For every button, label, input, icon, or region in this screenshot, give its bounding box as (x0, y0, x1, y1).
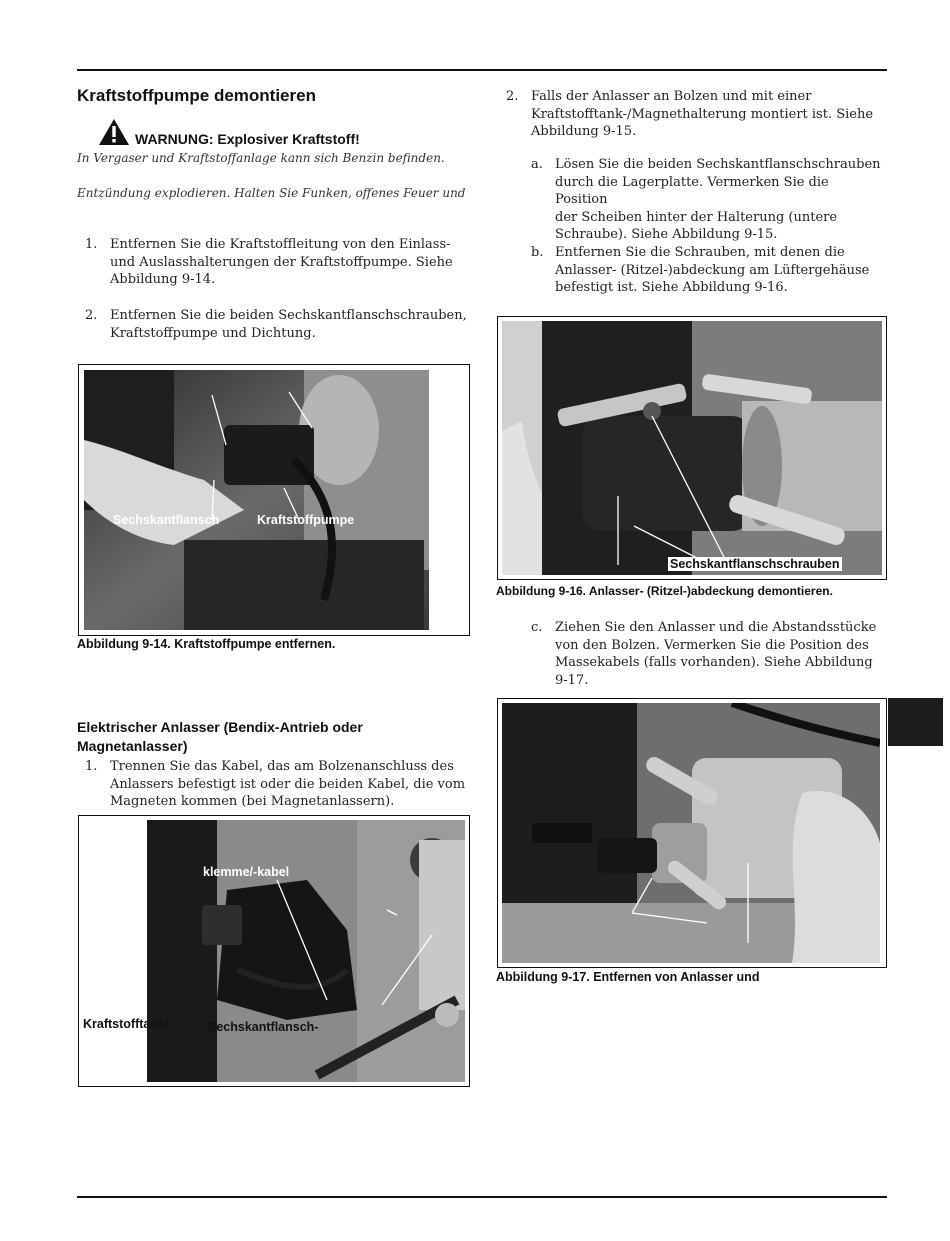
warning-text-line2: Entzündung explodieren. Halten Sie Funken, offenes Feuer und (77, 186, 466, 200)
substep-letter: c. (531, 620, 543, 635)
step-line: Falls der Anlasser an Bolzen und mit einer (531, 89, 812, 104)
starter-cover-photo (502, 321, 882, 575)
section-title (77, 718, 363, 756)
fuel-pump-photo (84, 370, 429, 630)
step-line: Kraftstofftank-/Magnethalterung montiert ist. Siehe (531, 106, 874, 122)
figure-caption: Abbildung 9-17. Entfernen von Anlasser und (496, 970, 760, 984)
step-line: Entfernen Sie die beiden Sechskantflanschschrauben, (110, 308, 467, 323)
step-line: Lösen Sie die beiden Sechskantflanschschrauben (555, 157, 881, 172)
step-line: Trennen Sie das Kabel, das am Bolzenanschluss des (110, 759, 454, 774)
step-number: 1. (85, 759, 98, 774)
warning-heading: WARNUNG: Explosiver Kraftstoff! (135, 131, 360, 147)
step-text (110, 236, 470, 289)
step-line: Entfernen Sie die Kraftstoffleitung von den Einlass- (110, 237, 451, 252)
figure-9-15 (78, 815, 470, 1087)
step-line: Anlassers befestigt ist oder die beiden Kabel, die vom (110, 776, 466, 792)
step-line: 9-17. (555, 672, 589, 688)
substep-text (555, 619, 885, 689)
step-line: Entfernen Sie die Schrauben, mit denen die (555, 245, 845, 260)
substep-text (555, 156, 885, 244)
step-line: Magneten kommen (bei Magnetanlassern). (110, 794, 395, 809)
substep-text (555, 244, 885, 297)
substep-letter: a. (531, 157, 543, 172)
step-line: Kraftstoffpumpe und Dichtung. (110, 325, 316, 341)
section-title: Kraftstoffpumpe demontieren (77, 86, 316, 105)
label-fuel-tank: Kraftstofftank/ (83, 1017, 169, 1031)
figure-caption: Abbildung 9-16. Anlasser- (Ritzel-)abdeckung demontieren. (496, 584, 833, 598)
step-text (110, 758, 470, 811)
warning-icon (98, 118, 130, 146)
section-title-line: Elektrischer Anlasser (Bendix-Antrieb oder (77, 719, 363, 735)
step-line: Ziehen Sie den Anlasser und die Abstandsstücke (555, 620, 877, 635)
figure-9-16 (497, 316, 887, 580)
starter-removal-photo (502, 703, 880, 963)
label-fuel-pump: Kraftstoffpumpe (257, 513, 355, 527)
chapter-tab (888, 698, 943, 746)
label-hex-flange: Sechskantflansch- (208, 1020, 319, 1034)
top-rule (77, 69, 887, 71)
substep-letter: b. (531, 245, 544, 260)
step-text (110, 307, 470, 342)
step-number: 2. (85, 308, 98, 323)
starter-bracket-photo (147, 820, 465, 1082)
step-line: befestigt ist. Siehe Abbildung 9-16. (555, 280, 788, 295)
bottom-rule (77, 1196, 887, 1198)
step-line: Schraube). Siehe Abbildung 9-15. (555, 227, 778, 242)
step-line: Massekabels (falls vorhanden). Siehe Abbildung (555, 655, 873, 670)
figure-9-14 (78, 364, 470, 636)
step-line: Abbildung 9-14. (110, 272, 216, 287)
step-line: von den Bolzen. Vermerken Sie die Position des (555, 637, 869, 653)
label-terminal-cable: klemme/-kabel (203, 865, 290, 879)
step-line: und Auslasshalterungen der Kraftstoffpumpe. Siehe (110, 254, 453, 270)
warning-text-line1: In Vergaser und Kraftstoffanlage kann sich Benzin befinden. (77, 151, 445, 165)
label-hex-flange: Sechskantflansch (113, 513, 220, 527)
step-number: 1. (85, 237, 98, 252)
figure-caption: Abbildung 9-14. Kraftstoffpumpe entfernen. (77, 637, 336, 651)
label-hex-flange-screws: Sechskantflanschschrauben (670, 557, 840, 571)
figure-9-17 (497, 698, 887, 968)
step-number: 2. (506, 89, 519, 104)
step-line: der Scheiben hinter der Halterung (untere (555, 209, 838, 225)
step-line: Abbildung 9-15. (531, 124, 637, 139)
step-line: Anlasser- (Ritzel-)abdeckung am Lüftergehäuse (555, 262, 870, 278)
section-title-line: Magnetanlasser) (77, 738, 188, 754)
step-line: durch die Lagerplatte. Vermerken Sie die Position (555, 174, 829, 207)
step-text (531, 88, 881, 141)
